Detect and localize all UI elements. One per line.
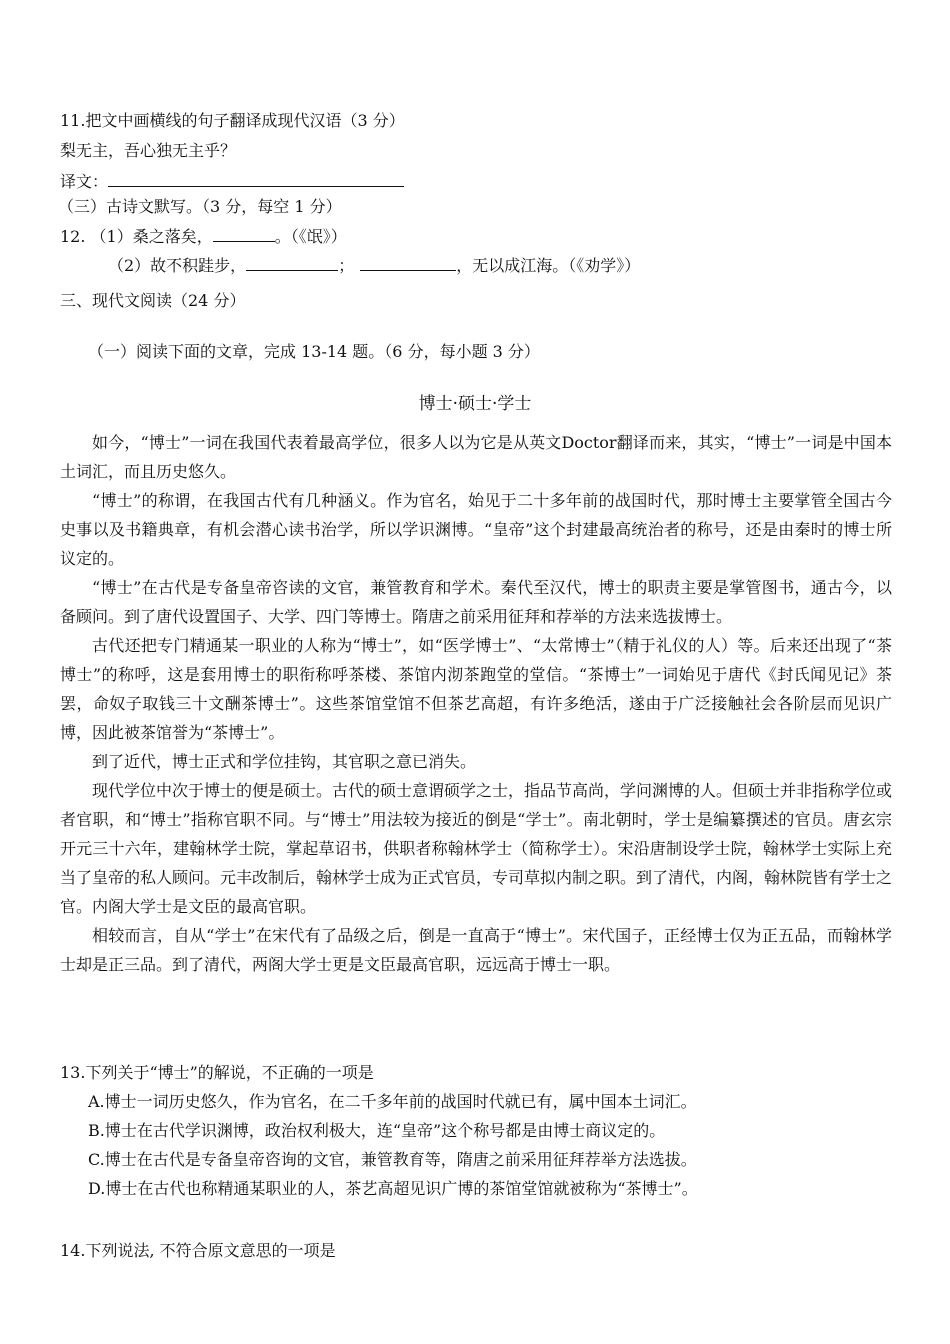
part3-subheading: （一）阅读下面的文章，完成 13-14 题。（6 分，每小题 3 分） <box>88 342 540 361</box>
q12-blank-3[interactable] <box>360 254 456 271</box>
article-paragraph-2: “博士”的称谓，在我国古代有几种涵义。作为官名，始见于二十多年前的战国时代，那时博士主要掌管全国古今史事以及书籍典章，有机会潜心读书治学，所以学识渊博。“皇帝”这个封建最高统治者的称号，还是由秦时的博士所议定的。 <box>60 491 892 568</box>
q11-answer-blank[interactable] <box>108 170 404 187</box>
q13-prompt: 13.下列关于“博士”的解说，不正确的一项是 <box>60 1063 374 1082</box>
article-paragraph-1: 如今，“博士”一词在我国代表着最高学位，很多人以为它是从英文Doctor翻译而来，其实，“博士”一词是中国本土词汇，而且历史悠久。 <box>60 433 892 481</box>
q12-line2 <box>108 254 640 277</box>
article-body <box>60 428 892 979</box>
q13-option-a[interactable]: A.博士一词历史悠久，作为官名，在二千多年前的战国时代就已有，属中国本土词汇。 <box>88 1092 697 1111</box>
q14-prompt: 14.下列说法, 不符合原文意思的一项是 <box>60 1241 336 1260</box>
q11-answer-label: 译文： <box>60 172 109 191</box>
q12-line2-suffix: ，无以成江海。（《劝学》） <box>456 256 641 275</box>
article-paragraph-3: “博士”在古代是专备皇帝咨读的文官，兼管教育和学术。秦代至汉代，博士的职责主要是掌管图书，通古今，以备顾问。到了唐代设置国子、大学、四门等博士。隋唐之前采用征拜和荐举的方法来选拔博士。 <box>60 578 892 626</box>
article-paragraph-5: 到了近代，博士正式和学位挂钩，其官职之意已消失。 <box>92 752 477 771</box>
q12-blank-1[interactable] <box>213 225 275 242</box>
q13-option-b[interactable]: B.博士在古代学识渊博，政治权利极大，连“皇帝”这个称号都是由博士商议定的。 <box>88 1121 666 1140</box>
q13-option-c[interactable]: C.博士在古代是专备皇帝咨询的文官，兼管教育等，隋唐之前采用征拜荐举方法选拔。 <box>88 1150 697 1169</box>
q12-blank-2[interactable] <box>246 254 338 271</box>
q12-line1-suffix: 。（《氓》） <box>274 227 347 246</box>
q12-line1 <box>60 225 347 248</box>
q11-answer-line <box>60 170 404 193</box>
article-paragraph-4: 古代还把专门精通某一职业的人称为“博士”，如“医学博士”、“太常博士”（精于礼仪的人）等。后来还出现了“茶博士”的称呼，这是套用博士的职衔称呼茶楼、茶馆内沏茶跑堂的堂信。“茶博士”一词始见于唐代《封氏闻见记》茶罢，命奴子取钱三十文酬茶博士”。这些茶馆堂馆不但茶艺高超，有许多绝活，遂由于广泛接触社会各阶层而见识广博，因此被茶馆誉为“茶博士”。 <box>60 636 892 742</box>
section3-heading: （三）古诗文默写。（3 分，每空 1 分） <box>58 197 342 216</box>
article-paragraph-6: 现代学位中次于博士的便是硕士。古代的硕士意谓硕学之士，指品节高尚，学问渊博的人。但硕士并非指称学位或者官职，和“博士”指称官职不同。与“博士”用法较为接近的倒是“学士”。南北朝时，学士是编纂撰述的官员。唐玄宗开元三十六年，建翰林学士院，掌起草诏书，供职者称翰林学士（简称学士）。宋沿唐制设学士院，翰林学士实际上充当了皇帝的私人顾问。元丰改制后，翰林学士成为正式官员，专司草拟内制之职。到了清代，内阁，翰林院皆有学士之官。内阁大学士是文臣的最高官职。 <box>60 781 893 916</box>
q12-line1-prefix: 12. （1）桑之落矣， <box>60 227 213 246</box>
q11-prompt: 11.把文中画横线的句子翻译成现代汉语（3 分） <box>60 111 405 130</box>
article-paragraph-7: 相较而言，自从“学士”在宋代有了品级之后，倒是一直高于“博士”。宋代国子，正经博士仅为正五品，而翰林学士却是正三品。到了清代，两阁大学士更是文臣最高官职，远远高于博士一职。 <box>60 926 892 974</box>
q12-line2-prefix: （2）故不积跬步， <box>108 256 247 275</box>
part3-heading: 三、现代文阅读（24 分） <box>60 291 246 310</box>
q12-line2-mid: ； <box>338 256 355 275</box>
q11-sentence: 梨无主，吾心独无主乎？ <box>60 141 237 160</box>
article-title: 博士·硕士·学士 <box>418 394 532 414</box>
q13-option-d[interactable]: D.博士在古代也称精通某职业的人，茶艺高超见识广博的茶馆堂馆就被称为“茶博士”。 <box>88 1179 698 1198</box>
